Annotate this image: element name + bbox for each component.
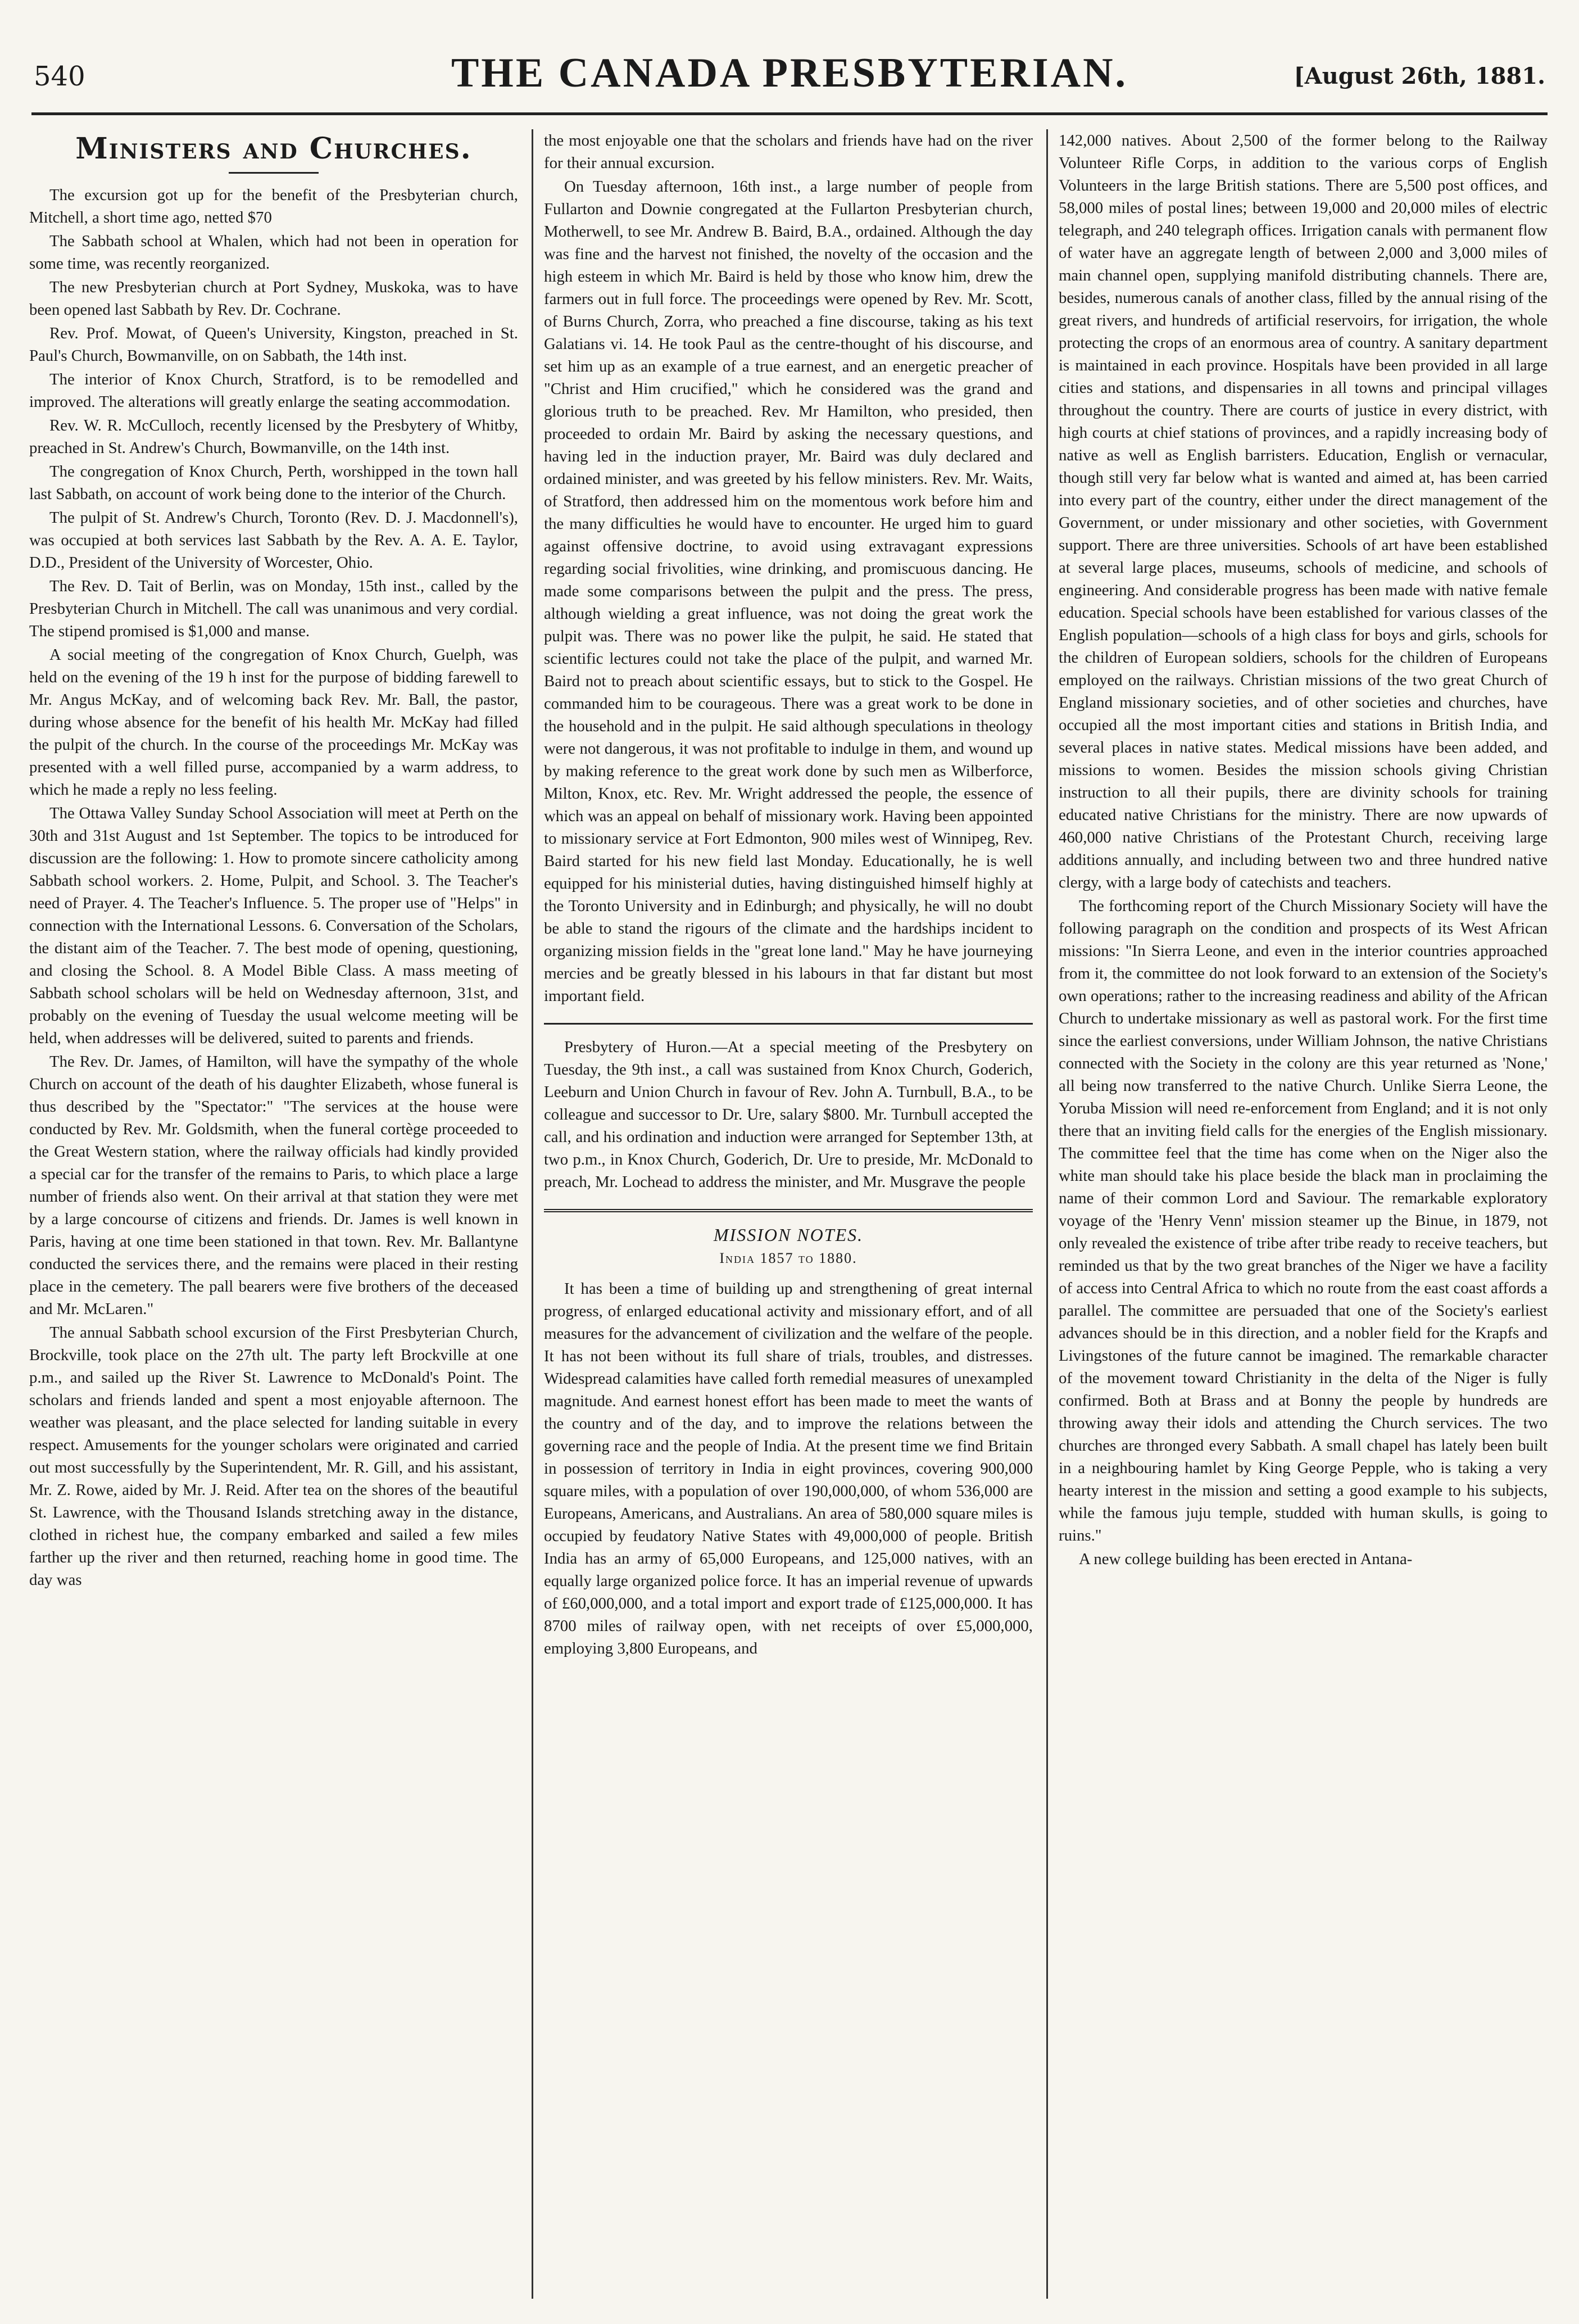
mission-notes-text: It has been a time of building up and strengthening of great internal progress, of enlarged educational activity and missionary effort, and of all measures for the advancement of civilization and the welfare of the people. It has not been without its full share of trials, troubles, and distresses. Widespread calamities have called forth remedial measures of unexampled magnitude. And earnest honest effort has been made to meet the wants of the country and of the day, and to improve the relations between the governing race and the people of India. At the present time we find Britain in possession of territory in India in eight provinces, covering 900,000 square miles, with a population of over 190,000,000, of whom 536,000 are Europeans, Americans, and Australians. An area of 580,000 square miles is occupied by feudatory Native States with 49,000,000 of people. British India has an army of 65,000 Europeans, and 125,000 natives, with an equally large organized police force. It has an imperial revenue of upwards of £60,000,000, and a total import and export trade of £125,000,000. It has 8700 miles of railway open, with net receipts of over £5,000,000, employing 3,800 Europeans, and [544,1280,1033,1657]
section-heading: Ministers and Churches. [75,132,472,166]
news-item: The Rev. D. Tait of Berlin, was on Monday, 15th inst., called by the Presbyterian Church in Mitchell. The call was unanimous and very cordial. The stipend promised is $1,000 and manse. [29,577,518,640]
heading-rule [229,172,319,174]
church-missionary-article: The forthcoming report of the Church Missionary Society will have the following paragraph on the condition and prospects of its West African missions: "In Sierra Leone, and even in the interior countries approached from it, the committee do not look forward to an extension of the Society's own operations; rather to the increasing readiness and ability of the African Church to undertake missionary as well as pastoral work. For the first time since the earliest conversions, under William Johnson, the native Christians connected with the Society in the colony are this year returned as 'None,' all being now transferred to the native Church. Unlike Sierra Leone, the Yoruba Mission will need re-enforcement from England; and it is not only there that an inviting field calls for the energies of the English missionary. The committee feel that the time has come when on the Niger also the white man should take his place beside the black man in proclaiming the name of their common Lord and Saviour. The remarkable exploratory voyage of the 'Henry Venn' mission steamer up the Binue, in 1879, not only revealed the existence of tribe after tribe ready to receive teachers, but reminded us that by the two great branches of the Niger we have a facility of access into Central Africa to which no route from the east coast affords a parallel. The committee are persuaded that one of the Society's earliest advances should be in this direction, and a nobler field for the Krapfs and Livingstones of the future cannot be imagined. The remarkable character of the movement toward Christianity in the delta of the Niger is fully confirmed. Both at Brass and at Bonny the people by hundreds are throwing away their idols and attending the Church services. The two churches are thronged every Sabbath. A small chapel has lately been built in a neighbouring hamlet by King George Pepple, who is taking a very hearty interest in the mission and setting a good example to his subjects, while the famous juju temple, studded with human skulls, is going to ruins." [1059,897,1548,1544]
news-item: Rev. Prof. Mowat, of Queen's University, Kingston, preached in St. Paul's Church, Bowmanville, on on Sabbath, the 14th inst. [29,324,518,365]
section-rule [544,1023,1033,1025]
news-item: The excursion got up for the benefit of the Presbyterian church, Mitchell, a short time ago, netted $70 [29,186,518,226]
continued-text: the most enjoyable one that the scholars and friends have had on the river for their annual excursion. [544,132,1033,172]
news-item: The annual Sabbath school excursion of the First Presbyterian Church, Brockville, took place on the 27th ult. The party left Brockville at one p.m., and sailed up the River St. Lawrence to McDonald's Point. The scholars and friends landed and spent a most enjoyable afternoon. The weather was pleasant, and the place selected for landing suitable in every respect. Amusements for the younger scholars were originated and carried out most successfully by the Superintendent, Mr. R. Gill, and his assistant, Mr. Z. Rowe, aided by Mr. J. Reid. After tea on the shores of the beautiful St. Lawrence, with the Thousand Islands stretching away in the distance, clothed in richest hue, the company embarked and sailed a few miles farther up the river and then returned, reaching home in good time. The day was [29,1324,518,1589]
news-item: A social meeting of the congregation of Knox Church, Guelph, was held on the evening of the 19 h inst for the purpose of bidding farewell to Mr. Angus McKay, and of welcoming back Rev. Mr. Ball, the pastor, during whose absence for the benefit of his health Mr. McKay had filled the pulpit of the church. In the course of the proceedings Mr. McKay was presented with a well filled purse, accompanied by a warm address, to which he made a reply no less feeling. [29,646,518,799]
news-item: The Rev. Dr. James, of Hamilton, will have the sympathy of the whole Church on account of the death of his daughter Elizabeth, whose funeral is thus described by the "Spectator:" "The services at the house were conducted by Rev. Mr. Goldsmith, when the funeral cortège proceeded to the Great Western station, where the railway officials had kindly provided a special car for the transfer of the remains to Paris, to which place a large number of friends also went. On their arrival at that station they were met by a large concourse of citizens and friends. Dr. James is well known in Paris, having at one time been stationed in that town. Rev. Mr. Ballantyne conducted the services there, and the remains were placed in their resting place in the cemetery. The pall bearers were five brothers of the deceased and Mr. McLaren." [29,1053,518,1318]
news-item: The Ottawa Valley Sunday School Association will meet at Perth on the 30th and 31st August and 1st September. The topics to be introduced for discussion are the following: 1. How to promote sincere catholicity among Sabbath school workers. 2. Home, Pulpit, and School. 3. The Teacher's need of Prayer. 4. The Teacher's Influence. 5. The proper use of "Helps" in connection with the International Lessons. 6. Conversation of the Scholars, the distant aim of the Teacher. 7. The best mode of opening, questioning, and closing the School. 8. A Model Bible Class. A mass meeting of Sabbath school scholars will be held on Wednesday afternoon, 31st, and probably on the evening of Tuesday the usual welcome meeting will be held, when addresses will be delivered, suited to parents and friends. [29,804,518,1047]
issue-date: [August 26th, 1881. [1294,63,1545,89]
news-item: Rev. W. R. McCulloch, recently licensed by the Presbytery of Whitby, preached in St. Andrew's Church, Bowmanville, on the 14th inst. [29,416,518,457]
news-item: The interior of Knox Church, Stratford, is to be remodelled and improved. The alterations will greatly enlarge the seating accommodation. [29,370,518,411]
mission-notes-subtitle: India 1857 to 1880. [719,1250,857,1266]
column-3 [1059,129,1548,2299]
column-1 [29,129,518,2299]
presbytery-huron-article: Presbytery of Huron.—At a special meeting of the Presbytery on Tuesday, the 9th inst., a call was sustained from Knox Church, Goderich, Leeburn and Union Church in favour of Rev. John A. Turnbull, B.A., to be colleague and successor to Dr. Ure, salary $800. Mr. Turnbull accepted the call, and his ordination and induction were arranged for September 13th, at two p.m., in Knox Church, Goderich, Dr. Ure to preside, Mr. McDonald to preach, Mr. Lochead to address the minister, and Mr. Musgrave the people [544,1038,1033,1191]
news-item: The congregation of Knox Church, Perth, worshipped in the town hall last Sabbath, on account of work being done to the interior of the Church. [29,463,518,503]
column-divider [1046,129,1048,2299]
college-article: A new college building has been erected in Antana- [1079,1550,1413,1568]
column-2 [544,129,1033,2299]
ordination-article: On Tuesday afternoon, 16th inst., a large number of people from Fullarton and Downie congregated at the Fullarton Presbyterian church, Motherwell, to see Mr. Andrew B. Baird, B.A., ordained. Although the day was fine and the harvest not finished, the novelty of the occasion and the high esteem in which Mr. Baird is held by those who know him, drew the farmers out in full force. The proceedings were opened by Rev. Mr. Scott, of Burns Church, Zorra, who preached a fine discourse, taking as his text Galatians vi. 14. He took Paul as the centre-thought of his discourse, and set him up as an example of a true earnest, and an energetic preacher of "Christ and Him crucified," which he considered was the grand and glorious truth to be preached. Rev. Mr Hamilton, who presided, then proceeded to ordain Mr. Baird by asking the necessary questions, and having led in the induction prayer, Mr. Baird was duly declared and ordained minister, and was greeted by his fellow ministers. Rev. Mr. Waits, of Stratford, then addressed him on the momentous work before him and the many difficulties he would have to encounter. He urged him to guard against offensive doctrine, to avoid using extravagant expressions regarding social frivolities, wine drinking, and promiscuous dancing. He made some comparisons between the pulpit and the press. The press, although wielding a great influence, was not doing the great work the pulpit was. There was no power like the pulpit, he said. He stated that scientific lectures could not take the place of the pulpit, and warned Mr. Baird not to preach about scientific essays, but to stick to the Gospel. He commanded him to be courageous. There was a great work to be done in the household and in the pulpit. He said although speculations in theology were not dangerous, it was not profitable to indulge in them, and wound up by making reference to the great work done by such men as Wilberforce, Milton, Knox, etc. Rev. Mr. Wright addressed the people, the essence of which was an appeal on behalf of missionary work. Having been appointed to missionary service at Fort Edmonton, 900 miles west of Winnipeg, Rev. Baird started for his new field last Monday. Educationally, he is well equipped for his ministerial duties, having distinguished himself highly at the Toronto University and in Edinburgh; and physically, he will no doubt be able to stand the rigours of the climate and the hardships incident to organizing mission fields in the "great lone land." May he have journeying mercies and be greatly blessed in his labours in that far distant but most important field. [544,178,1033,1005]
news-item: The pulpit of St. Andrew's Church, Toronto (Rev. D. J. Macdonnell's), was occupied at both services last Sabbath by the Rev. A. A. E. Taylor, D.D., President of the University of Worcester, Ohio. [29,509,518,572]
news-item: The new Presbyterian church at Port Sydney, Muskoka, was to have been opened last Sabbath by Rev. Dr. Cochrane. [29,278,518,319]
column-divider [532,129,533,2299]
header-rule [31,112,1548,115]
news-item: The Sabbath school at Whalen, which had not been in operation for some time, was recently reorganized. [29,232,518,273]
section-rule [544,1209,1033,1212]
page-number: 540 [34,61,85,92]
masthead-title: THE CANADA PRESBYTERIAN. [451,50,1128,96]
continued-text: 142,000 natives. About 2,500 of the former belong to the Railway Volunteer Rifle Corps, in addition to the various corps of English Volunteers in the large British stations. There are 5,500 post offices, and 58,000 miles of postal lines; between 19,000 and 20,000 miles of electric telegraph, and 240 telegraph offices. Irrigation canals with permanent flow of water have an aggregate length of between 2,000 and 3,000 miles of main channel open, supplying manifold distributing channels. There are, besides, numerous canals of another class, filled by the annual rising of the great rivers, and hundreds of artificial reservoirs, for irrigation, the whole protecting the crops of an enormous area of country. A sanitary department is maintained in each province. Hospitals have been provided in all large cities and stations, and dispensaries in all towns and principal villages throughout the country. There are courts of justice in every district, with high courts at chief stations of provinces, and a rapidly increasing body of native as well as English barristers. Education, English or vernacular, though still very far below what is wanted and aimed at, has been carried into every part of the country, either under the direct management of the Government, or under missionary and other societies, with Government support. There are three universities. Schools of art have been established at several large places, museums, schools of medicine, and schools of engineering. And considerable progress has been made with native female education. Special schools have been established for various classes of the English population—schools of a high class for boys and girls, schools for the children of European soldiers, schools for the children of Europeans employed on the railways. Christian missions of the two great Church of England missionary societies, and of other societies and churches, have occupied all the most important cities and stations in British India, and several places in native states. Medical missions have been added, and missions to women. Besides the mission schools giving Christian instruction to all their pupils, there are divinity schools for training educated native Christians for the ministry. There are now upwards of 460,000 native Christians of the Protestant Church, receiving large additions annually, and including between two and three hundred native clergy, with a large body of catechists and teachers. [1059,132,1548,891]
mission-notes-title: MISSION NOTES. [713,1225,864,1245]
